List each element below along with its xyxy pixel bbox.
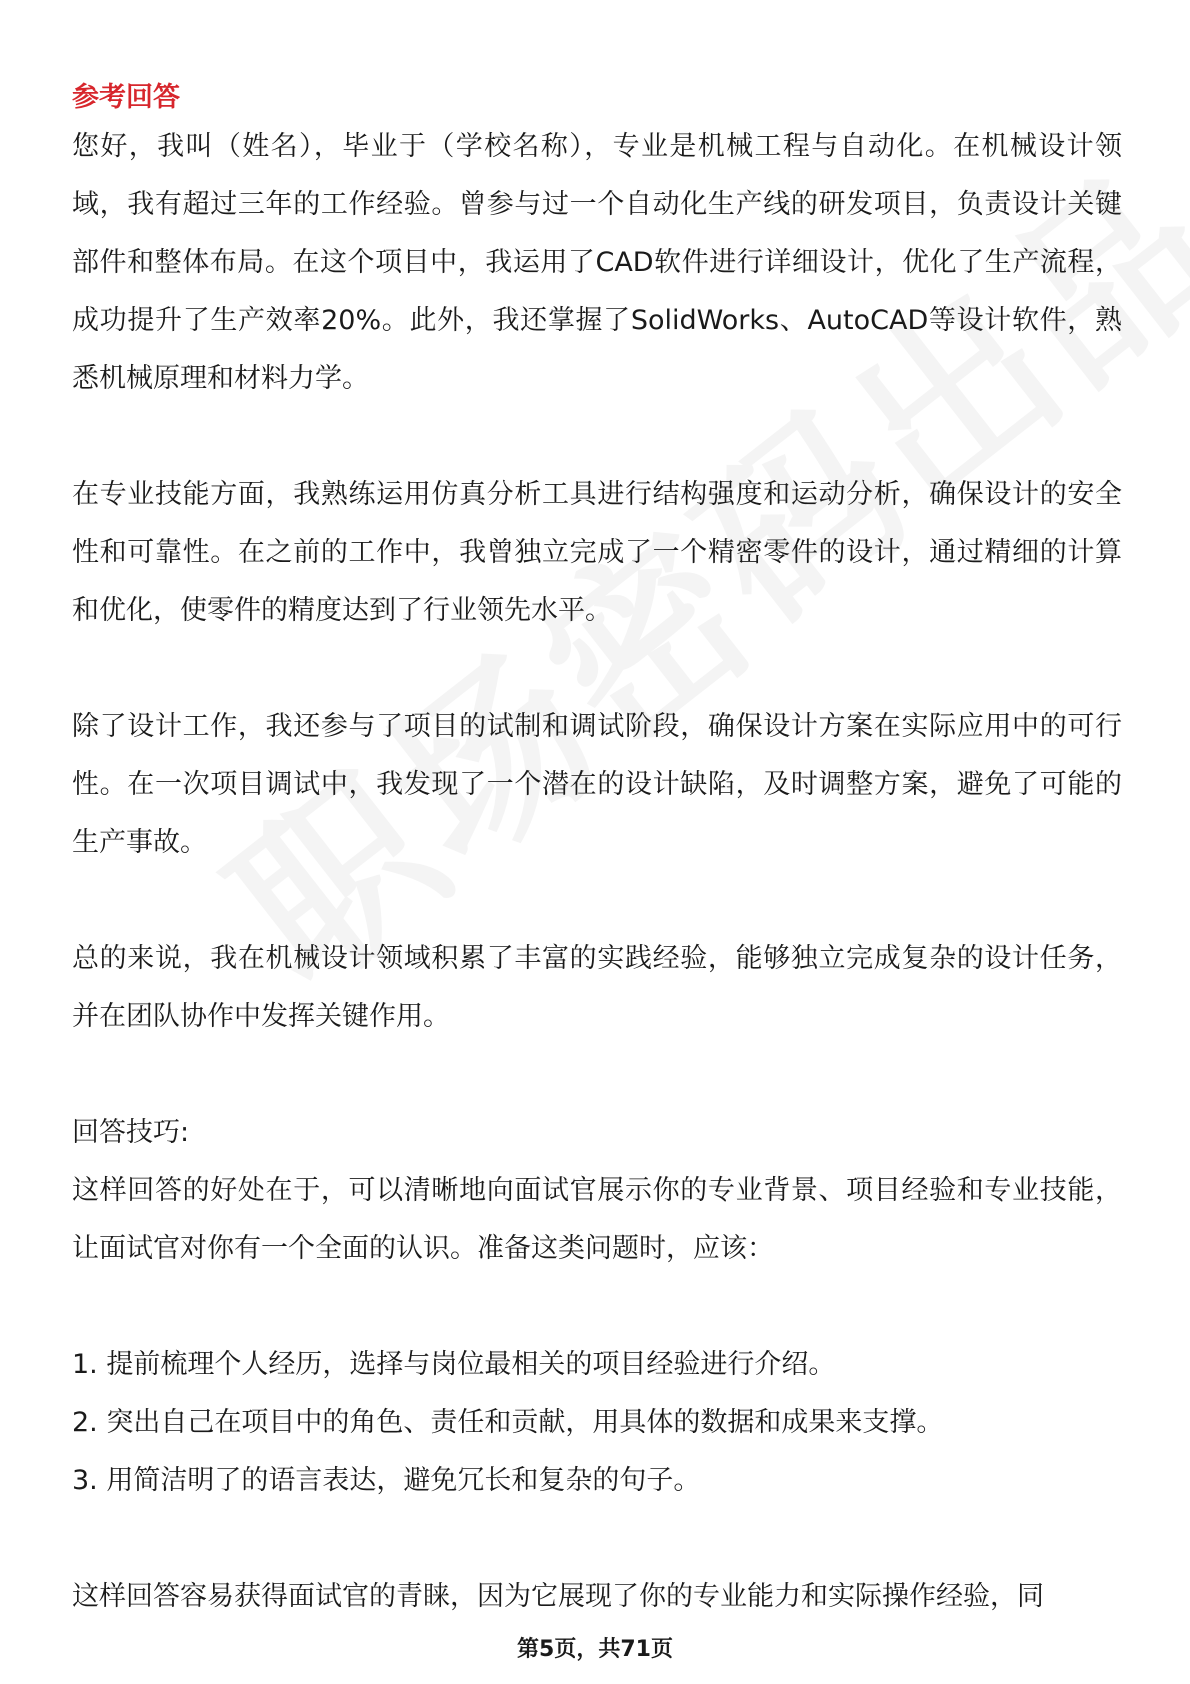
paragraph-spacer (72, 408, 1122, 466)
paragraph-closing: 这样回答容易获得面试官的青睐，因为它展现了你的专业能力和实际操作经验，同 (72, 1581, 1044, 1612)
tips-label: 回答技巧: (72, 1117, 190, 1148)
list-item: 2. 突出自己在项目中的角色、责任和贡献，用具体的数据和成果来支撑。 (72, 1407, 944, 1438)
tips-list (72, 1336, 1122, 1510)
paragraph-skills: 在专业技能方面，我熟练运用仿真分析工具进行结构强度和运动分析，确保设计的安全性和可靠性。在之前的工作中，我曾独立完成了一个精密零件的设计，通过精细的计算和优化，使零件的精度达到了行业领先水平。 (72, 479, 1122, 626)
paragraph-spacer (72, 1510, 1122, 1568)
paragraph-spacer (72, 872, 1122, 930)
paragraph-tips-intro: 这样回答的好处在于，可以清晰地向面试官展示你的专业背景、项目经验和专业技能，让面试官对你有一个全面的认识。准备这类问题时，应该： (72, 1175, 1122, 1264)
paragraph-intro: 您好，我叫（姓名），毕业于（学校名称），专业是机械工程与自动化。在机械设计领域，我有超过三年的工作经验。曾参与过一个自动化生产线的研发项目，负责设计关键部件和整体布局。在这个项目中，我运用了CAD软件进行详细设计，优化了生产流程，成功提升了生产效率20%。此外，我还掌握了SolidWorks、AutoCAD等设计软件，熟悉机械原理和材料力学。 (72, 131, 1122, 394)
paragraph-testing: 除了设计工作，我还参与了项目的试制和调试阶段，确保设计方案在实际应用中的可行性。在一次项目调试中，我发现了一个潜在的设计缺陷，及时调整方案，避免了可能的生产事故。 (72, 711, 1122, 858)
list-item: 3. 用简洁明了的语言表达，避免冗长和复杂的句子。 (72, 1465, 701, 1496)
paragraph-spacer (72, 640, 1122, 698)
paragraph-spacer (72, 1278, 1122, 1336)
document-content (72, 78, 1122, 1626)
section-heading: 参考回答 (72, 82, 180, 113)
page-footer: 第5页，共71页 (517, 1637, 673, 1662)
paragraph-summary: 总的来说，我在机械设计领域积累了丰富的实践经验，能够独立完成复杂的设计任务，并在团队协作中发挥关键作用。 (72, 943, 1122, 1032)
paragraph-spacer (72, 1046, 1122, 1104)
list-item: 1. 提前梳理个人经历，选择与岗位最相关的项目经验进行介绍。 (72, 1349, 836, 1380)
